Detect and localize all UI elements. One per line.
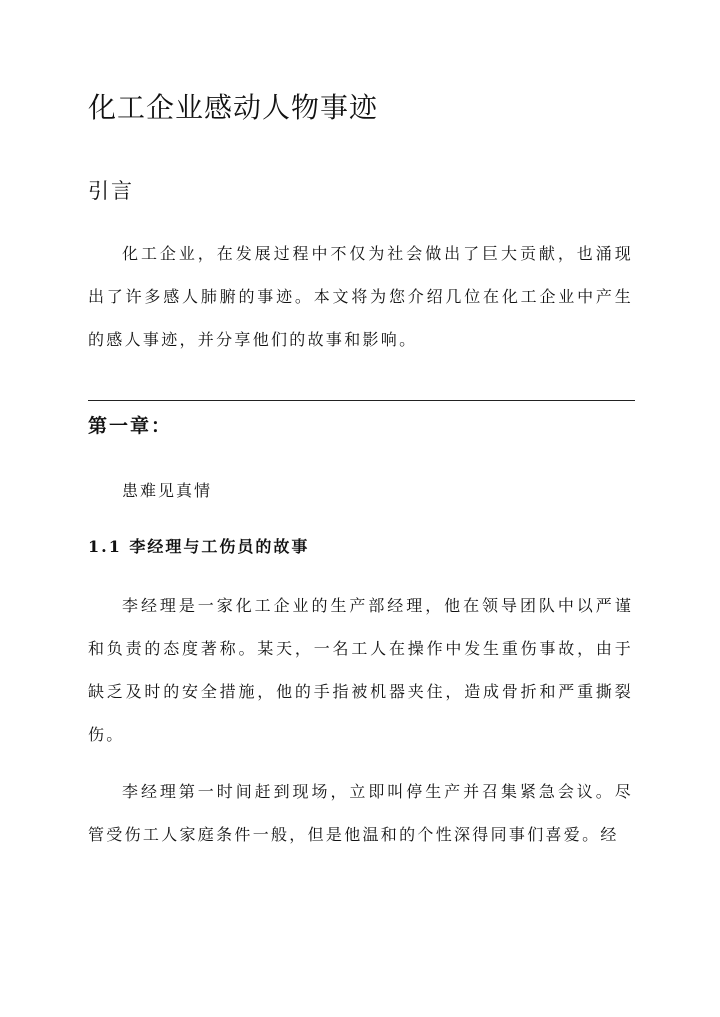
chapter-heading: 第一章： [88, 415, 173, 437]
section-paragraph-1: 李经理是一家化工企业的生产部经理，他在领导团队中以严谨和负责的态度著称。某天，一名工人在操作中发生重伤事故，由于缺乏及时的安全措施，他的手指被机器夹住，造成骨折和严重撕裂伤。 [88, 596, 633, 744]
chapter-divider [88, 400, 635, 401]
section-paragraph-2: 李经理第一时间赶到现场，立即叫停生产并召集紧急会议。尽管受伤工人家庭条件一般，但是他温和的个性深得同事们喜爱。经 [88, 782, 633, 844]
intro-paragraph: 化工企业，在发展过程中不仅为社会做出了巨大贡献，也涌现出了许多感人肺腑的事迹。本文将为您介绍几位在化工企业中产生的感人事迹，并分享他们的故事和影响。 [88, 244, 633, 349]
chapter-subtitle: 患难见真情 [122, 481, 213, 500]
document-title: 化工企业感动人物事迹 [88, 91, 379, 124]
section-heading: 1.1 李经理与工伤员的故事 [88, 537, 310, 556]
intro-heading: 引言 [88, 179, 134, 203]
